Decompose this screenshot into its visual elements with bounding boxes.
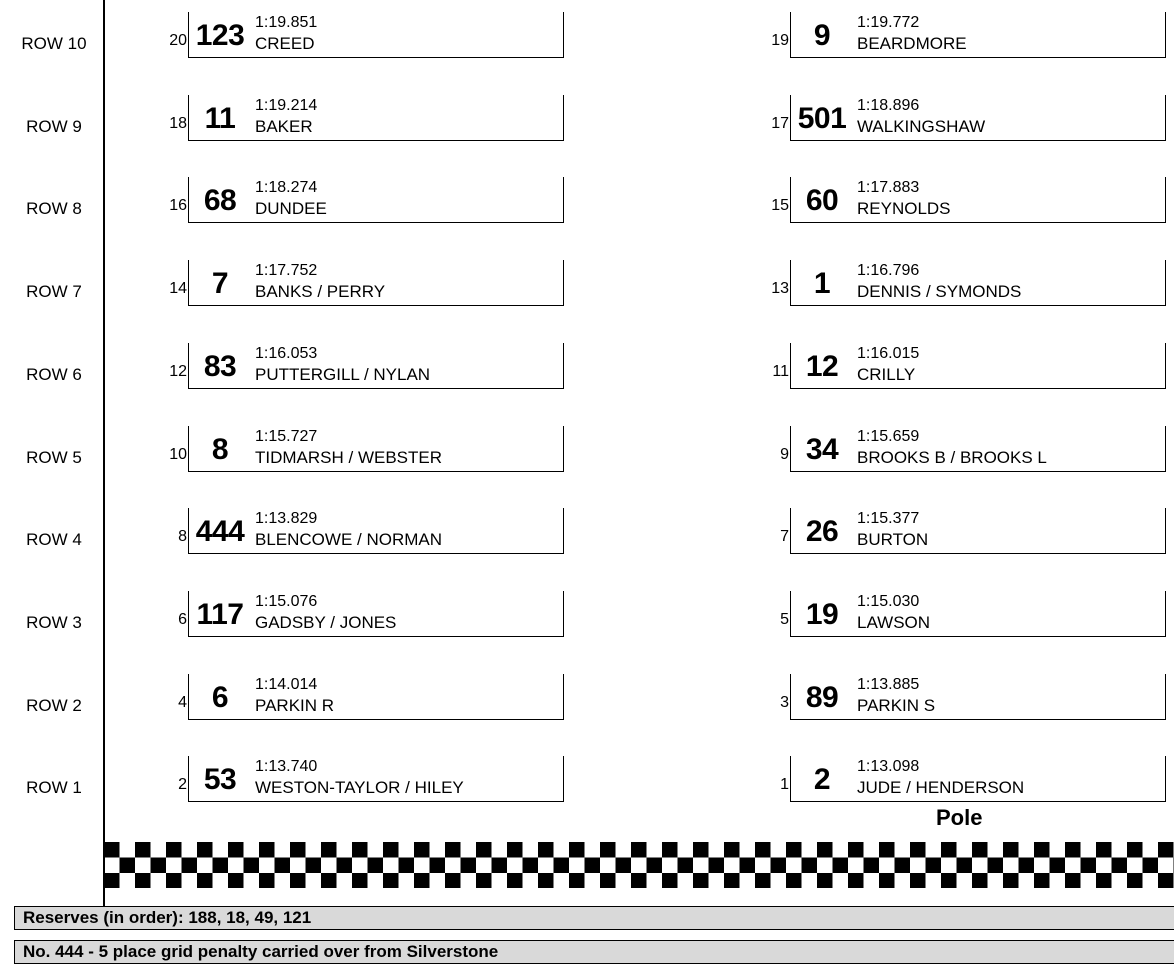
chequered-flag-band [104,842,1174,888]
qualifying-time: 1:13.885 [857,675,920,693]
grid-position: 15 [771,197,789,215]
row-label: ROW 7 [26,282,82,302]
driver-names: WALKINGSHAW [857,116,986,136]
grid-position: 2 [178,776,187,794]
car-number: 11 [204,101,236,135]
grid-slot-left [169,95,564,141]
grid-position: 9 [780,445,789,463]
reserves-note: Reserves (in order): 188, 18, 49, 121 [14,906,1174,930]
qualifying-time: 1:13.829 [255,510,318,528]
qualifying-time: 1:19.214 [255,96,318,114]
row-label: ROW 5 [26,447,82,467]
driver-names: PARKIN R [255,695,335,715]
qualifying-time: 1:15.030 [857,592,920,610]
car-number: 9 [813,19,831,52]
qualifying-time: 1:15.076 [255,592,318,610]
grid-slot-left [169,12,564,58]
driver-names: LAWSON [857,612,931,632]
row-label: ROW 1 [26,778,82,798]
grid-slot-right [771,260,1166,306]
qualifying-time: 1:15.377 [857,510,920,528]
grid-position: 10 [169,445,187,463]
grid-slot-left [169,260,564,306]
car-number: 7 [211,267,229,301]
grid-position: 17 [771,114,789,132]
qualifying-time: 1:19.772 [857,14,920,31]
grid-slot-left [169,426,564,472]
driver-names: JUDE / HENDERSON [857,778,1025,798]
car-number: 68 [203,184,237,218]
car-number: 12 [805,349,839,383]
qualifying-time: 1:18.896 [857,96,920,114]
grid-slot-right [780,426,1166,472]
grid-slot-left [178,756,564,802]
car-number: 89 [805,680,839,714]
row-label: ROW 3 [26,612,82,632]
grid-slot-left [178,508,564,554]
row-label: ROW 10 [21,34,87,53]
driver-names: REYNOLDS [857,199,951,219]
driver-names: TIDMARSH / WEBSTER [255,447,443,467]
grid-position: 16 [169,197,187,215]
driver-names: BAKER [255,116,313,136]
grid-slot-right [772,343,1166,389]
grid-position: 1 [780,776,789,794]
row-label: ROW 4 [26,530,82,550]
driver-names: BEARDMORE [857,34,967,53]
car-number: 1 [813,267,831,301]
car-number: 444 [195,515,245,549]
car-number: 83 [203,349,237,383]
grid-position: 19 [771,32,789,49]
grid-slot-right [771,177,1166,223]
penalty-note: No. 444 - 5 place grid penalty carried over from Silverstone [14,940,1174,964]
grid-slot-right [771,95,1166,141]
grid-slot-right [780,674,1166,720]
row-label: ROW 6 [26,364,82,384]
driver-names: WESTON-TAYLOR / HILEY [255,778,464,798]
grid-slot-right [780,591,1166,637]
qualifying-time: 1:14.014 [255,675,318,693]
driver-names: BLENCOWE / NORMAN [255,530,443,550]
qualifying-time: 1:16.796 [857,262,920,280]
qualifying-time: 1:15.727 [255,427,318,445]
driver-names: DUNDEE [255,199,327,219]
qualifying-time: 1:16.015 [857,344,920,362]
grid-slot-left [169,177,564,223]
driver-names: PARKIN S [857,695,936,715]
qualifying-time: 1:16.053 [255,344,318,362]
grid-position: 3 [780,693,789,711]
qualifying-time: 1:15.659 [857,427,920,445]
driver-names: PUTTERGILL / NYLAN [255,364,431,384]
grid-slot-left [178,591,564,637]
grid-slot-right [780,508,1166,554]
grid-position: 14 [169,280,187,298]
grid-position: 6 [178,610,187,628]
grid-position: 7 [780,528,789,546]
grid-position: 8 [178,528,187,546]
driver-names: BURTON [857,530,929,550]
grid-position: 13 [771,280,789,298]
qualifying-time: 1:13.098 [857,758,920,776]
grid-slot-left [169,343,564,389]
car-number: 34 [805,432,839,466]
grid-position: 5 [780,610,789,628]
driver-names: BROOKS B / BROOKS L [857,447,1047,467]
grid-divider-line [103,0,105,907]
row-label: ROW 9 [26,116,82,136]
qualifying-time: 1:18.274 [255,179,318,197]
car-number: 123 [195,19,245,52]
grid-slot-right [780,756,1166,802]
qualifying-time: 1:13.740 [255,758,318,776]
car-number: 2 [813,763,831,797]
grid-position: 18 [169,114,187,132]
grid-position: 20 [169,32,187,49]
driver-names: CREED [255,34,315,53]
car-number: 117 [196,597,244,631]
car-number: 26 [805,515,839,549]
car-number: 8 [211,432,229,466]
car-number: 19 [805,597,839,631]
driver-names: GADSBY / JONES [255,612,397,632]
grid-position: 4 [178,693,187,711]
grid-slot-right [771,12,1166,58]
driver-names: CRILLY [857,364,916,384]
row-label: ROW 8 [26,199,82,219]
driver-names: BANKS / PERRY [255,282,386,302]
grid-slot-left [178,674,564,720]
qualifying-time: 1:19.851 [255,14,318,31]
qualifying-time: 1:17.883 [857,179,920,197]
qualifying-time: 1:17.752 [255,262,318,280]
driver-names: DENNIS / SYMONDS [857,282,1022,302]
car-number: 6 [211,680,229,714]
grid-position: 12 [169,362,187,380]
grid-position: 11 [772,362,789,380]
car-number: 501 [797,101,847,135]
car-number: 53 [203,763,237,797]
pole-label: Pole [936,805,983,830]
car-number: 60 [805,184,839,218]
row-label: ROW 2 [26,695,82,715]
